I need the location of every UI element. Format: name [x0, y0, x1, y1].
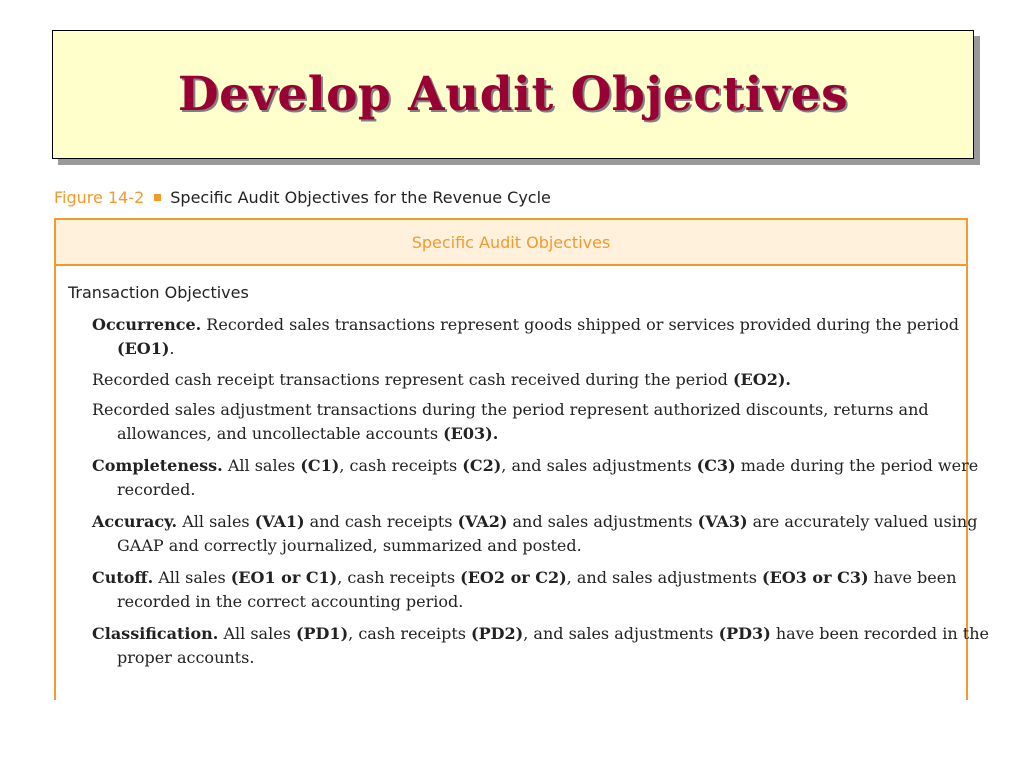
- accuracy-text-3: and sales adjustments: [507, 512, 698, 531]
- cutoff-text-2: , cash receipts: [337, 568, 461, 587]
- accuracy-line2: GAAP and correctly journalized, summarized and posted.: [117, 536, 582, 555]
- occurrence-end: .: [169, 339, 175, 358]
- completeness-text-2: , cash receipts: [339, 456, 463, 475]
- objectives-panel: [54, 218, 989, 700]
- classification-line2: proper accounts.: [117, 648, 255, 667]
- cutoff-text-4: have been: [868, 568, 957, 587]
- completeness-label: Completeness.: [92, 456, 223, 475]
- figure-number: Figure 14-2: [54, 188, 145, 207]
- cash-receipts-text: Recorded cash receipt transactions represent cash received during the period: [92, 370, 733, 389]
- classification-code-3: (PD3): [718, 624, 771, 643]
- classification-text-2: , cash receipts: [348, 624, 472, 643]
- classification-code-1: (PD1): [295, 624, 349, 643]
- cutoff-code-3: (EO3 or C3): [762, 568, 869, 587]
- accuracy-code-3: (VA3): [697, 512, 748, 531]
- adjustments-code: (E03).: [443, 424, 499, 443]
- accuracy-code-1: (VA1): [254, 512, 305, 531]
- objective-cash-receipts: [92, 368, 942, 392]
- slide-title: Develop Audit Objectives: [177, 67, 849, 122]
- square-bullet-icon: [154, 194, 161, 201]
- accuracy-code-2: (VA2): [457, 512, 508, 531]
- objective-occurrence: [92, 313, 959, 361]
- panel-header: Specific Audit Objectives: [56, 220, 966, 266]
- completeness-code-1: (C1): [300, 456, 340, 475]
- figure-title: Specific Audit Objectives for the Revenue Cycle: [170, 188, 551, 207]
- completeness-text-1: All sales: [222, 456, 301, 475]
- title-box: [52, 30, 974, 159]
- classification-text-1: All sales: [218, 624, 296, 643]
- cutoff-code-2: (EO2 or C2): [460, 568, 567, 587]
- cutoff-text-3: , and sales adjustments: [566, 568, 763, 587]
- adjustments-line2: allowances, and uncollectable accounts: [117, 424, 444, 443]
- completeness-line2: recorded.: [117, 480, 196, 499]
- occurrence-code: (EO1): [117, 339, 170, 358]
- occurrence-label: Occurrence.: [92, 315, 202, 334]
- objective-accuracy: [92, 510, 978, 558]
- accuracy-text-2: and cash receipts: [304, 512, 458, 531]
- completeness-text-3: , and sales adjustments: [501, 456, 697, 475]
- accuracy-text-4: are accurately valued using: [747, 512, 978, 531]
- objective-adjustments: [92, 398, 942, 446]
- completeness-text-4: made during the period were: [735, 456, 979, 475]
- classification-text-4: have been recorded in the: [770, 624, 989, 643]
- figure-caption: [54, 188, 551, 207]
- cutoff-code-1: (EO1 or C1): [230, 568, 338, 587]
- accuracy-label: Accuracy.: [92, 512, 178, 531]
- occurrence-text: Recorded sales transactions represent goods shipped or services provided during the period: [201, 315, 959, 334]
- cutoff-label: Cutoff.: [92, 568, 154, 587]
- classification-label: Classification.: [92, 624, 219, 643]
- cutoff-line2: recorded in the correct accounting period.: [117, 592, 464, 611]
- objective-cutoff: [92, 566, 957, 614]
- completeness-code-3: (C3): [696, 456, 736, 475]
- accuracy-text-1: All sales: [177, 512, 255, 531]
- section-title: Transaction Objectives: [68, 283, 249, 302]
- completeness-code-2: (C2): [462, 456, 502, 475]
- classification-code-2: (PD2): [471, 624, 524, 643]
- objective-completeness: [92, 454, 979, 502]
- classification-text-3: , and sales adjustments: [523, 624, 719, 643]
- objective-classification: [92, 622, 989, 670]
- adjustments-line1: Recorded sales adjustment transactions during the period represent authorized discounts, returns and: [92, 400, 929, 419]
- cash-receipts-code: (EO2).: [732, 370, 791, 389]
- cutoff-text-1: All sales: [153, 568, 231, 587]
